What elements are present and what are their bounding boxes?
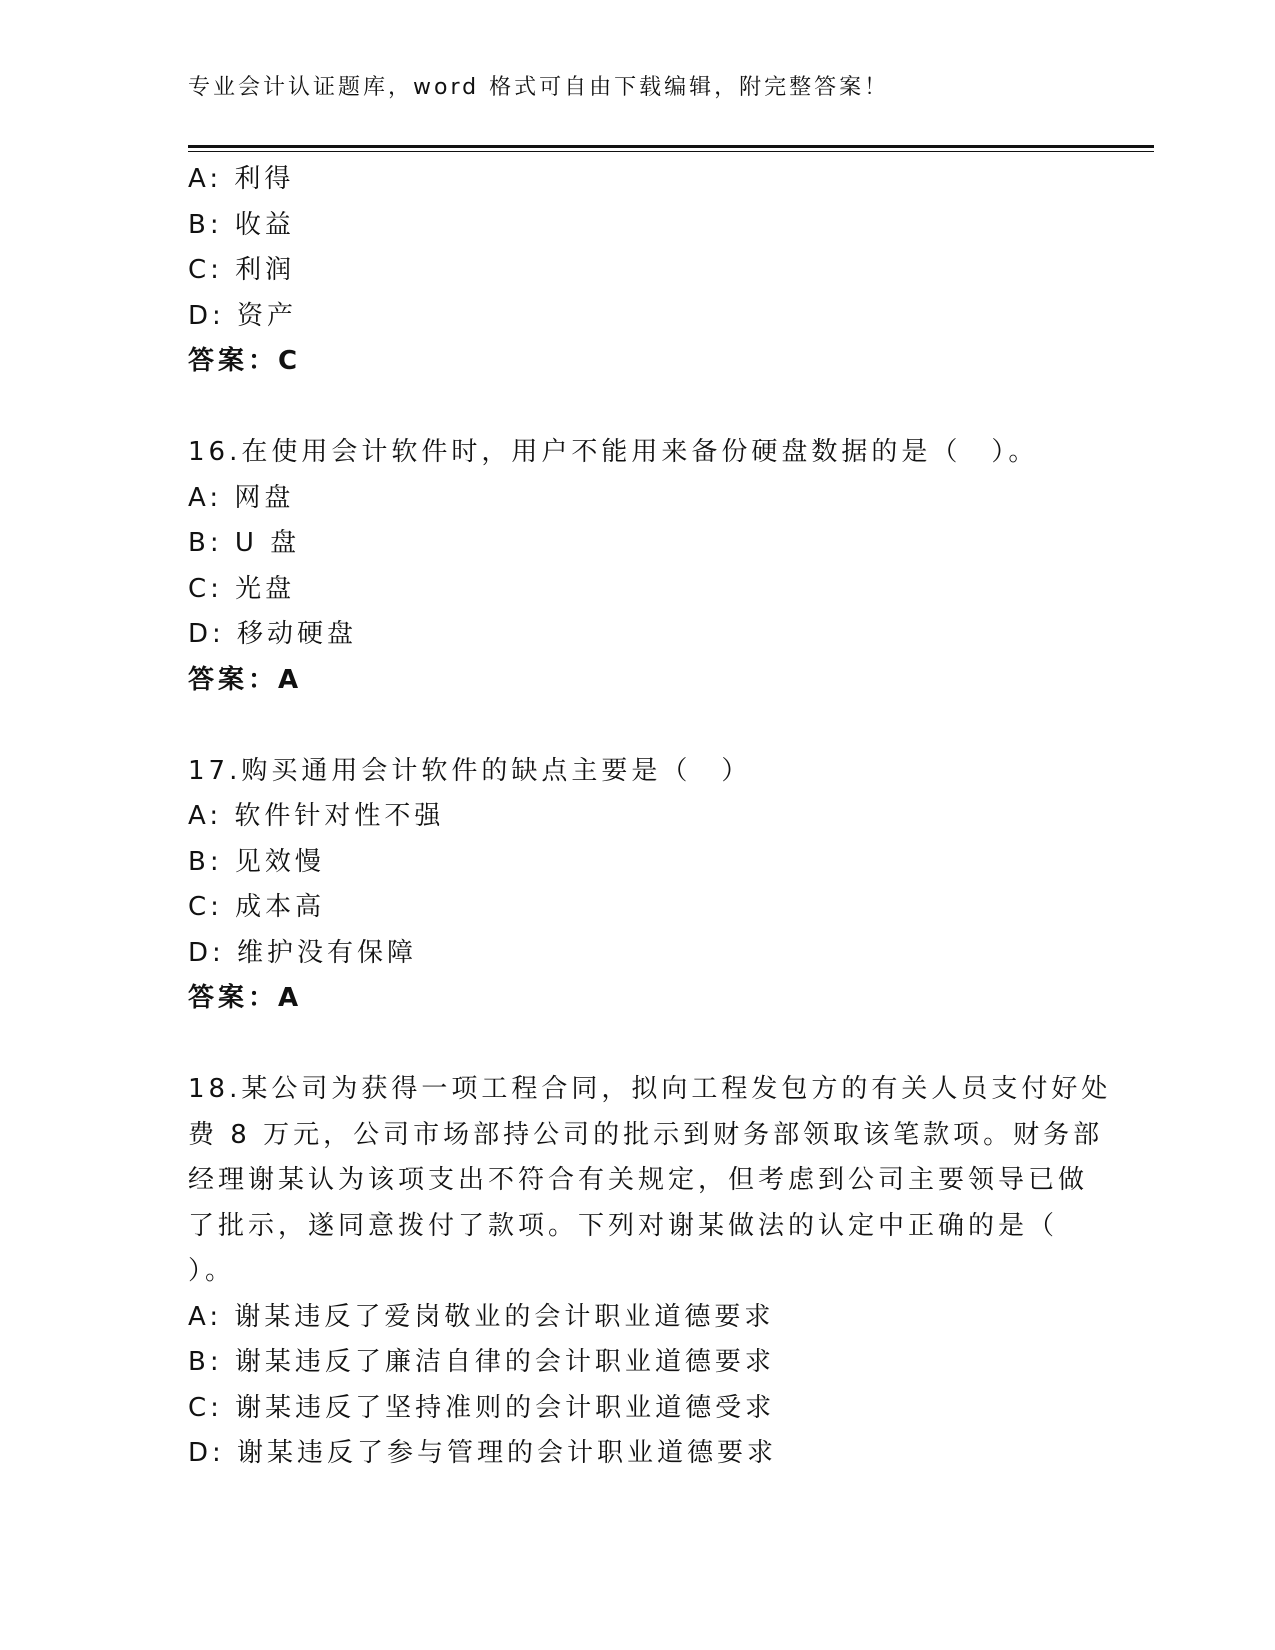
option-a: A: 软件针对性不强 — [188, 801, 445, 831]
spacer — [188, 1022, 1088, 1068]
option-d: D: 谢某违反了参与管理的会计职业道德要求 — [188, 1438, 778, 1468]
question-list — [188, 157, 1112, 1477]
option-b: B: 收益 — [188, 209, 295, 240]
option-c: C: 谢某违反了坚持准则的会计职业道德受求 — [188, 1392, 776, 1423]
answer: 答案：C — [188, 346, 302, 376]
question-stem-line-2: 费 8 万元，公司市场部持公司的批示到财务部领取该笔款项。财务部 — [188, 1119, 1104, 1150]
header-rule-thick — [188, 145, 1154, 148]
question-stem: 17.购买通用会计软件的缺点主要是（ ） — [188, 755, 752, 786]
spacer — [188, 385, 1088, 431]
question-16 — [188, 430, 1088, 703]
question-stem-line-5: ）。 — [188, 1256, 236, 1286]
option-a: A: 网盘 — [188, 482, 295, 513]
option-d: D: 维护没有保障 — [188, 937, 418, 968]
question-stem-line-4: 了批示，遂同意拨付了款项。下列对谢某做法的认定中正确的是（ — [188, 1210, 1059, 1241]
answer: 答案：A — [188, 664, 303, 695]
question-stem-line-3: 经理谢某认为该项支出不符合有关规定，但考虑到公司主要领导已做 — [188, 1165, 1089, 1195]
option-d: D: 资产 — [188, 300, 298, 331]
option-b: B: U 盘 — [188, 528, 301, 558]
option-d: D: 移动硬盘 — [188, 619, 358, 649]
question-15 — [188, 157, 1088, 385]
option-c: C: 光盘 — [188, 573, 296, 604]
page-header: 专业会计认证题库，word 格式可自由下载编辑，附完整答案！ — [188, 75, 890, 100]
option-b: B: 谢某违反了廉洁自律的会计职业道德要求 — [188, 1347, 775, 1377]
question-18 — [188, 1067, 1112, 1477]
question-17 — [188, 749, 1088, 1022]
option-b: B: 见效慢 — [188, 846, 325, 877]
option-a: A: 谢某违反了爱岗敬业的会计职业道德要求 — [188, 1301, 775, 1332]
option-c: C: 成本高 — [188, 892, 326, 922]
option-c: C: 利润 — [188, 255, 296, 285]
question-stem-line-1: 18.某公司为获得一项工程合同，拟向工程发包方的有关人员支付好处 — [188, 1074, 1112, 1104]
spacer — [188, 703, 1088, 749]
option-a: A: 利得 — [188, 164, 295, 194]
header-rule-thin — [188, 151, 1154, 152]
answer: 答案：A — [188, 983, 303, 1013]
question-stem: 16.在使用会计软件时，用户不能用来备份硬盘数据的是（ ）。 — [188, 437, 1039, 467]
